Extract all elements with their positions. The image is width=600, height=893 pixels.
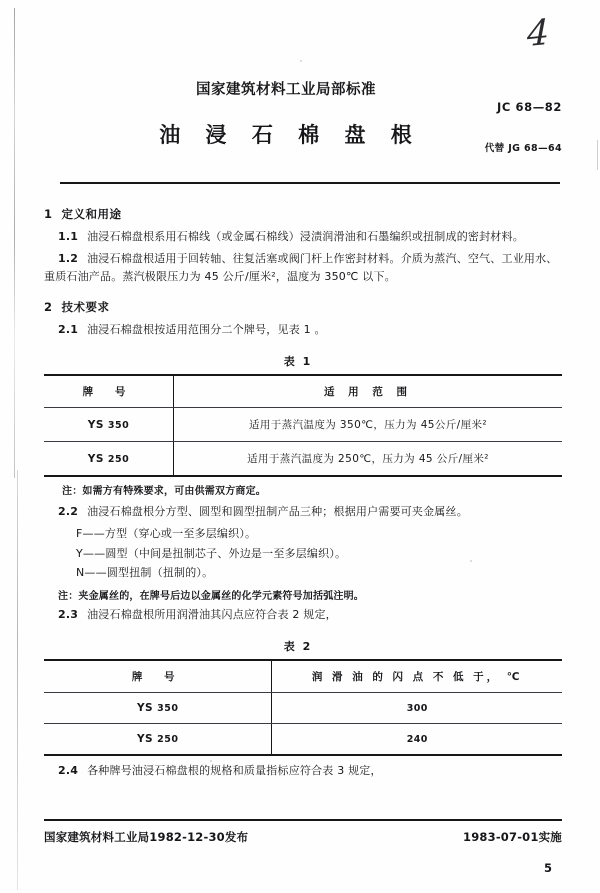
handwritten-page-mark: 4 <box>526 12 548 56</box>
table-1-header-brand: 牌 号 <box>44 375 174 408</box>
standard-replaces-note: 代替 JG 68—64 <box>484 143 562 154</box>
clause-text-2-3: 油浸石棉盘根所用润滑油其闪点应符合表 2 规定， <box>87 608 337 622</box>
table-2-cell-brand-1 <box>44 693 272 724</box>
type-definition-n: N——圆型扭制（扭制的）。 <box>76 566 214 579</box>
clause-number-2-2: 2.2 <box>58 505 79 519</box>
table-2-header-row <box>44 660 562 693</box>
clause-1-2 <box>44 250 562 286</box>
clause-text-2-4: 各种牌号油浸石棉盘根的规格和质量指标应符合表 3 规定， <box>87 764 382 778</box>
section-number-1: 1 <box>44 207 53 221</box>
footer-divider-rule <box>44 819 562 821</box>
type-definition-note: 注：夹金属丝的，在牌号后边以金属丝的化学元素符号加括弧注明。 <box>58 591 364 603</box>
brand-code: YS <box>87 452 104 465</box>
type-definition-list <box>44 525 562 582</box>
document-header <box>0 78 600 154</box>
clause-text-2-2: 油浸石棉盘根分方型、圆型和圆型扭制产品三种；根据用户需要可夹金属丝。 <box>87 505 468 519</box>
brand-code: YS <box>87 418 104 431</box>
table-row <box>44 724 562 756</box>
clause-text-1-1: 油浸石棉盘根系用石棉线（或金属石棉线）浸渍润滑油和石墨编织或扭制成的密封材料。 <box>87 230 524 243</box>
section-title-2: 技术要求 <box>61 300 110 315</box>
table-2-cell-flashpoint-1: 300 <box>272 693 562 724</box>
document-body <box>44 192 562 784</box>
clause-2-1 <box>44 321 562 339</box>
table-2-cell-flashpoint-2: 240 <box>272 724 562 756</box>
brand-size: 250 <box>157 734 179 746</box>
brand-size: 250 <box>107 453 130 465</box>
clause-2-4 <box>44 762 562 780</box>
table-2-block <box>44 638 562 756</box>
clause-number-2-1: 2.1 <box>58 323 79 337</box>
section-heading-2 <box>44 299 562 315</box>
standard-code: JC 68—82 <box>496 100 562 114</box>
brand-code: YS <box>136 733 154 746</box>
clause-text-1-2: 油浸石棉盘根适用于回转轴、往复活塞或阀门杆上作密封材料。介质为蒸汽、空气、工业用水、 <box>87 251 558 265</box>
section-number-2: 2 <box>44 300 53 315</box>
clause-text-1-2-cont: 重质石油产品。蒸汽极限压力为 45 公斤/厘米²，温度为 350℃ 以下。 <box>44 269 396 283</box>
clause-2-2 <box>44 503 562 521</box>
table-1-caption: 表 1 <box>283 355 313 369</box>
clause-1-1 <box>44 228 562 246</box>
table-1-cell-brand-2 <box>44 442 174 477</box>
table-row <box>44 408 562 442</box>
document-footer <box>44 829 562 845</box>
table-1 <box>44 374 562 477</box>
table-1-header-row <box>44 375 562 408</box>
table-2-cell-brand-2 <box>44 724 272 756</box>
clause-number-2-3: 2.3 <box>58 608 79 622</box>
clause-2-3 <box>44 606 562 624</box>
clause-number-1-2: 1.2 <box>58 251 79 265</box>
clause-text-2-1: 油浸石棉盘根按适用范围分二个牌号，见表 1 。 <box>87 323 326 337</box>
brand-code: YS <box>136 702 154 715</box>
table-1-cell-scope-2: 适用于蒸汽温度为 250℃，压力为 45 公斤/厘米² <box>174 442 563 477</box>
table-2 <box>44 659 562 756</box>
table-1-cell-scope-1: 适用于蒸汽温度为 350℃，压力为 45公斤/厘米² <box>174 408 563 442</box>
table-1-note: 注：如需方有特殊要求，可由供需双方商定。 <box>62 486 266 498</box>
type-definition-f: F——方型（穿心或一至多层编织）。 <box>76 527 257 541</box>
clause-number-1-1: 1.1 <box>58 230 79 243</box>
brand-size: 350 <box>157 703 179 715</box>
header-divider-rule <box>60 182 560 184</box>
table-2-header-brand: 牌 号 <box>44 660 272 693</box>
scan-speckle <box>300 60 302 62</box>
page-number: 5 <box>543 861 552 875</box>
footer-effective-date: 1983-07-01实施 <box>463 830 562 844</box>
brand-size: 350 <box>107 419 130 431</box>
table-2-caption: 表 2 <box>283 640 313 654</box>
table-row <box>44 693 562 724</box>
table-1-header-scope: 适 用 范 围 <box>174 375 563 408</box>
section-title-1: 定义和用途 <box>61 207 122 221</box>
section-heading-1 <box>44 206 562 222</box>
issuing-organization-title: 国家建筑材料工业局部标准 <box>196 82 376 98</box>
table-row <box>44 442 562 477</box>
table-2-header-flashpoint: 润 滑 油 的 闪 点 不 低 于， ℃ <box>272 660 562 693</box>
footer-issuer: 国家建筑材料工业局1982-12-30发布 <box>44 830 249 844</box>
table-1-cell-brand-1 <box>44 408 174 442</box>
table-1-block <box>44 353 562 497</box>
clause-number-2-4: 2.4 <box>58 764 79 778</box>
document-title: 油 浸 石 棉 盘 根 <box>159 123 421 147</box>
scan-edge-artifact-lower <box>17 470 18 890</box>
type-definition-y: Y——圆型（中间是扭制芯子、外边是一至多层编织）。 <box>76 546 347 560</box>
